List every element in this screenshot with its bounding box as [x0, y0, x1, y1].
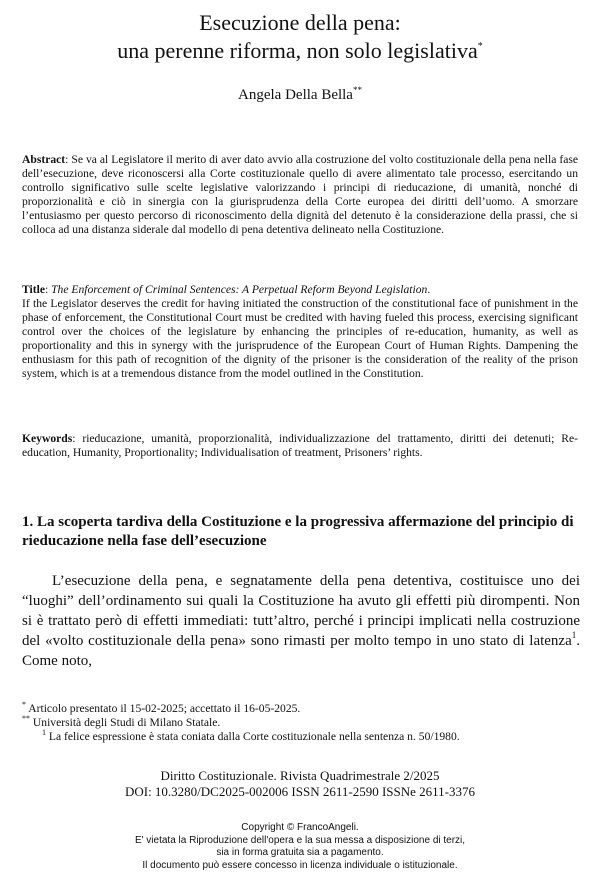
english-title-colon: :	[44, 283, 52, 296]
copyright-line-2: E' vietata la Riproduzione dell'opera e la sua messa a disposizione di terzi,	[134, 834, 466, 846]
journal-name: Diritto Costituzionale. Rivista Quadrimestrale 2/2025	[160, 768, 440, 783]
author-footnote-marker: **	[352, 85, 362, 95]
footnote-article-dates	[22, 702, 578, 716]
keywords-text: : rieducazione, umanità, proporzionalità, individualizzazione del trattamento, diritti dei detenuti; Re-education, Humanity, Proportionality; Individualisation of treatment, Prisoners’ rights.	[22, 432, 578, 459]
journal-doi-issn: DOI: 10.3280/DC2025-002006 ISSN 2611-2590 ISSNe 2611-3376	[124, 784, 476, 799]
section-heading: 1. La scoperta tardiva della Costituzione e la progressiva affermazione del principio di rieducazione nella fase dell’esecuzione	[22, 514, 574, 549]
abstract-label: Abstract	[22, 153, 66, 166]
english-title-end: .	[427, 283, 431, 296]
journal-info	[0, 768, 600, 800]
footnote-1	[22, 730, 578, 744]
abstract-italian	[22, 153, 578, 237]
keywords	[22, 432, 578, 460]
body-paragraph-tail: . Come noto,	[22, 633, 580, 669]
copyright-line-4: Il documento può essere concesso in licenza individuale o istituzionale.	[142, 859, 458, 871]
copyright-line-3: sia in forma gratuita sia a pagamento.	[216, 847, 384, 858]
footnote-marker-1: 1	[42, 728, 46, 737]
title-footnote-marker: *	[477, 41, 483, 52]
paper-title-line-2	[0, 38, 600, 64]
footnote-marker-star: *	[22, 700, 26, 709]
footnote-affiliation	[22, 716, 578, 730]
english-title-line	[22, 283, 578, 297]
keywords-label: Keywords	[22, 432, 73, 445]
abstract-text: : Se va al Legislatore il merito di aver dato avvio alla costruzione del volto costituzionale della pena nella fase dell’esecuzione, deve riconoscersi alla Corte costituzionale quello di avere alimentato tale processo, esercitando un controllo significativo sulle scelte legislative valorizzando i principi di rieducazione, di umanità, nonché di proporzionalità e ciò in sinergia con la giurisprudenza della Corte europea dei diritti dell’uomo. A smorzare l’entusiasmo per questo percorso di riconoscimento della dignità del detenuto è la considerazione della prassi, che si colloca ad una distanza siderale dal modello di pena detentiva delineato nella Costituzione.	[22, 153, 578, 236]
body-paragraph-text: L’esecuzione della pena, e segnatamente della pena detentiva, costituisce uno dei “luoghi” dell’ordinamento sui quali la Costituzione ha avuto gli effetti più dirompenti. Non si è trattato però di effetti immediati: tutt’altro, perché i principi implicati nella costruzione del «volto costituzionale della pena» sono rimasti per molto tempo in uno stato di latenza	[22, 573, 580, 649]
paper-title-text: una perenne riforma, non solo legislativa	[117, 38, 478, 63]
author-line	[0, 87, 600, 104]
copyright-line-1: Copyright © FrancoAngeli.	[241, 822, 359, 833]
abstract-english: If the Legislator deserves the credit for having initiated the construction of the constitutional face of punishment in the phase of enforcement, the Constitutional Court must be credited with having fueled this process, exercising significant control over the choices of the legislature by enhancing the principles of re-education, humanity, as well as proportionality and this in synergy with the jurisprudence of the European Court of Human Rights. Dampening the enthusiasm for this path of recognition of the dignity of the prisoner is the consideration of the reality of the prison system, which is at a tremendous distance from the model outlined in the Constitution.	[22, 297, 578, 380]
footnote-article-dates-text: Articolo presentato il 15-02-2025; accettato il 16-05-2025.	[26, 702, 301, 715]
paper-title-line-1: Esecuzione della pena:	[199, 10, 401, 35]
footnote-ref-1: 1	[571, 630, 577, 640]
copyright-notice	[0, 822, 600, 872]
footnote-marker-double-star: **	[22, 714, 30, 723]
english-title-text: The Enforcement of Criminal Sentences: A Perpetual Reform Beyond Legislation	[51, 283, 428, 296]
body-paragraph	[22, 571, 580, 671]
footnote-1-text: La felice espressione è stata coniata dalla Corte costituzionale nella sentenza n. 50/1980.	[46, 730, 460, 743]
footnotes	[22, 702, 578, 744]
english-title-label: Title	[22, 283, 45, 296]
footnote-affiliation-text: Università degli Studi di Milano Statale.	[30, 716, 221, 729]
author-name: Angela Della Bella	[238, 87, 353, 103]
